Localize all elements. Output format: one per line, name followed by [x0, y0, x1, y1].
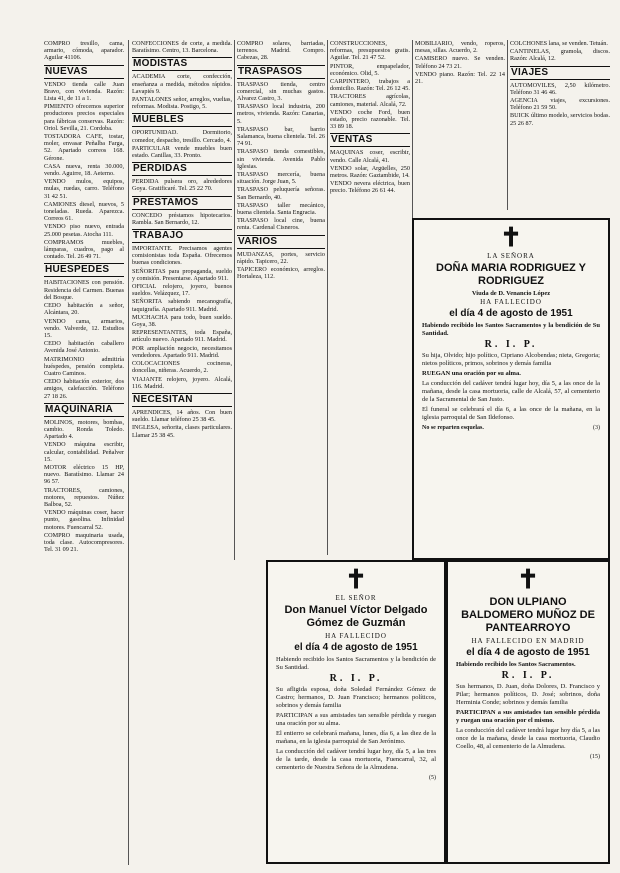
section-heading: VENTAS	[330, 133, 410, 147]
section-heading: MODISTAS	[132, 57, 232, 71]
classified-ad: PIMIENTO ofrecemos superior productores precios especiales para fábricas conservas. Razón: Oriol. Sevilla, 21. Cordoba.	[44, 103, 124, 132]
classified-ad: CEDO habitación exterior, dos amigos, calefacción. Teléfono 27 18 26.	[44, 378, 124, 400]
deceased-name: DON ULPIANO BALDOMERO MUÑOZ DE PANTEARROYO	[461, 596, 595, 634]
section-heading: TRABAJO	[132, 229, 232, 243]
classified-ad: COMPRO solares, barriadas, terrenos. Madrid. Compro. Cabezas, 28.	[237, 40, 325, 62]
deceased-name: Don Manuel Víctor Delgado Gómez de Guzmán	[284, 604, 428, 629]
classified-ad: CARPINTERO, trabajos a domicilio. Razón: Tel. 26 12 45.	[330, 78, 410, 93]
classified-ad: APRENDICES, 14 años. Con buen sueldo. Llamar teléfono 25 38 45.	[132, 408, 232, 424]
classifieds-column-1	[44, 40, 124, 865]
classified-ad: OFICIAL relojero, joyero, buenos sueldos. Velázquez, 17.	[132, 283, 232, 298]
funeral-text: El funeral se celebrará el día 6, a las once de la mañana, en la iglesia parroquial de San Ildefonso.	[422, 406, 600, 421]
classified-ad: TRASPASO tienda, centro comercial, sin muchas gastos. Alvarez Castro, 3.	[237, 80, 325, 103]
classified-ad: CEDO habitación a señor, Alcántara, 20.	[44, 302, 124, 317]
classified-ad: VENDO coche Ford, buen estado, precio razonable. Tel. 33 89 18.	[330, 108, 410, 131]
classified-ad: CANTINELAS, gramola, discos. Razón: Alcalá, 12.	[510, 48, 610, 63]
classifieds-column-3	[237, 40, 325, 555]
classified-ad: CONCEDO préstamos hipotecarios. Rambla. San Bernardo, 12.	[132, 211, 232, 226]
classified-ad: TOSTADORA CAFE, tostar, moler, envasar Peñalba Farga, 52. Apartado correos 168. Gérone.	[44, 133, 124, 162]
ad-code: (3)	[593, 425, 600, 431]
died-label: HA FALLECIDO	[325, 632, 387, 640]
rip: R. I. P.	[501, 670, 555, 681]
prayer-request: PARTICIPAN a sus amistades tan sensible pérdida y ruegan una oración por su alma.	[276, 712, 436, 727]
classified-ad: AGENCIA viajes, excursiones. Teléfono 21 59 50.	[510, 97, 610, 112]
sacraments-text: Habiendo recibido los Santos Sacramentos y la bendición de Su Santidad.	[422, 322, 600, 337]
classified-ad: HABITACIONES con pensión. Residencia del Carmen. Buenas del Bosque.	[44, 279, 124, 301]
obituary-rodriguez	[412, 218, 610, 560]
deceased-name: DOÑA MARIA RODRIGUEZ Y RODRIGUEZ	[436, 262, 586, 287]
classified-ad: VENDO piano. Razón: Tel. 22 14 21.	[415, 70, 505, 86]
classified-ad: TRASPASO bar, barrio Salamanca, buena clientela. Tel. 26 74 91.	[237, 125, 325, 148]
family-text: Sus hermanos, D. Juan, doña Dolores, D. Francisco y Pilar; hermanos políticos, D. José; sobrinos, doña Herminia Conde; sobrinos y demás familia	[456, 683, 600, 706]
classified-ad: AUTOMOVILES, 2,50 kilómetro. Teléfono 31 46 46.	[510, 81, 610, 96]
classified-ad: IMPORTANTE. Precisamos agentes comisionistas toda España. Ofrecemos buenas condiciones.	[132, 245, 232, 267]
classified-ad: MAQUINAS coser, escribir, vendo. Calle Alcalá, 41.	[330, 149, 410, 164]
obituary-title: EL SEÑOR	[335, 594, 377, 602]
obituary-delgado	[266, 560, 446, 864]
classified-ad: ACADEMIA corte, confección, enseñanza a medida, métodos rápidos. Lavapiés 9.	[132, 73, 232, 95]
classified-ad: TRACTORES, camiones, motores, repuestos. Núñez Balboa, 52.	[44, 486, 124, 508]
newspaper-page	[44, 40, 610, 865]
column-divider	[128, 40, 129, 865]
classified-ad: PINTOR, empapelador, económico. Olid, 5.	[330, 62, 410, 77]
classified-ad: CEDO habitación caballero Avenida José Antonio.	[44, 340, 124, 355]
section-heading: VIAJES	[510, 66, 610, 80]
column-divider	[507, 40, 508, 210]
column-divider	[234, 40, 235, 560]
classified-ad: OPORTUNIDAD. Dormitorio, comedor, despacho, tresillo. Cercado, 4.	[132, 129, 232, 144]
ad-code: (15)	[590, 754, 600, 760]
classified-ad: VENDO solar, Argüelles, 250 metros. Razón: Gaztambide, 14.	[330, 164, 410, 180]
classified-ad: PARTICULAR vende muebles buen estado. Canillas, 33. Pronto.	[132, 144, 232, 160]
classified-ad: MOTOR eléctrico 15 HP, nuevo. Baratísimo. Llamar 24 96 57.	[44, 463, 124, 486]
died-label: HA FALLECIDO EN MADRID	[471, 637, 585, 645]
classified-ad: MOBILIARIO, vendo, roperos, mesas, sillas. Acuerdo, 2.	[415, 40, 505, 55]
death-date: el día 4 de agosto de 1951	[466, 647, 590, 658]
classified-ad: COMPRO tresillo, cama, armario, cómoda, aparador. Aguilar 41106.	[44, 40, 124, 62]
funeral-text: La conducción del cadáver tendrá lugar hoy, día 5, a las tres de la tarde, desde la casa mortuoria, Fuencarral, 32, al cementerio de Nuestra Señora de la Almudena.	[276, 748, 436, 771]
classified-ad: TRASPASO local industria, 200 metros, vivienda. Razón: Canarias, 5.	[237, 103, 325, 125]
classifieds-column-5	[415, 40, 505, 210]
classifieds-column-2	[132, 40, 232, 865]
obituary-munoz	[446, 560, 610, 864]
section-heading: ÑUEVAS	[44, 65, 124, 79]
classified-ad: CONSTRUCCIONES, reformas, presupuestos gratis. Aguilar. Tel. 21 47 52.	[330, 40, 410, 62]
burial-text: La conducción del cadáver tendrá lugar hoy, día 5, a las once de la mañana, desde la casa mortuoria, calle de Alcalá, 57, al cementerio de la Sacramental de San Justo.	[422, 380, 600, 403]
sacraments-text: Habiendo recibido los Santos Sacramentos y la bendición de Su Santidad.	[276, 656, 436, 671]
classified-ad: TRASPASO local cine, buena renta. Cardenal Cisneros.	[237, 217, 325, 232]
classified-ad: TRASPASO taller mecánico, buena clientela. Santa Engracia.	[237, 201, 325, 217]
classified-ad: REPRESENTANTES, toda España, artículo nuevo. Apartado 911. Madrid.	[132, 329, 232, 344]
classified-ad: VENDO nevera eléctrica, buen precio. Teléfono 26 61 44.	[330, 180, 410, 195]
obituary-title: LA SEÑORA	[487, 252, 535, 260]
classified-ad: POR ampliación negocio, necesitamos vendedores. Apartado 911. Madrid.	[132, 344, 232, 359]
note: No se reparten esquelas.	[422, 425, 484, 431]
death-date: el día 4 de agosto de 1951	[449, 308, 573, 319]
classified-ad: TAPICERO económico, arreglos. Hortaleza, 112.	[237, 266, 325, 281]
classified-ad: COMPRAMOS muebles, lámparas, cuadros, pago al contado. Tel. 26 49 71.	[44, 238, 124, 261]
section-heading: MUEBLES	[132, 113, 232, 127]
classified-ad: PANTALONES señor, arreglos, vueltas, reformas. Modista. Postigo, 5.	[132, 96, 232, 111]
widow-line: Viuda de D. Venancio López	[471, 290, 551, 297]
section-heading: VARIOS	[237, 235, 325, 249]
classified-ad: CASA nueva, renta 30.000, vendo. Aguirre, 18. Aeterno.	[44, 162, 124, 178]
classified-ad: TRACTORES agrícolas, camiones, material. Alcalá, 72.	[330, 93, 410, 108]
section-heading: MAQUINARIA	[44, 403, 124, 417]
classified-ad: MUCHACHA para todo, buen sueldo. Goya, 38.	[132, 313, 232, 329]
ad-code: (5)	[429, 775, 436, 781]
classified-ad: CAMIONES diesel, nuevos, 5 toneladas. Rueda. Aparezca. Correos 61.	[44, 200, 124, 223]
cross-icon: ✝	[345, 565, 367, 594]
classifieds-column-6	[510, 40, 610, 210]
classified-ad: CONFECCIONES de corte, a medida. Baratísimo. Centro, 13. Barcelona.	[132, 40, 232, 55]
family-text: Su afligida esposa, doña Soledad Fernández Gómez de Castro; hermanos, D. Juan Francisco; hermanos políticos, sobrinos y demás familia	[276, 686, 436, 709]
burial-text: El entierro se celebrará mañana, lunes, día 6, a las diez de la mañana, en la iglesia parroquial de San Jerónimo.	[276, 730, 436, 745]
section-heading: PRESTAMOS	[132, 196, 232, 210]
classified-ad: TRASPASO mercería, buena situación. Jorge Juan, 5.	[237, 171, 325, 186]
classified-ad: TRASPASO peluquería señoras. San Bernardo, 40.	[237, 186, 325, 201]
death-date: el día 4 de agosto de 1951	[294, 642, 418, 653]
classified-ad: VENDO máquina escribir, calcular, contabilidad. Peñalver 15.	[44, 441, 124, 463]
burial-text: La conducción del cadáver tendrá lugar hoy día 5, a las once de la mañana, desde la casa mortuoria, Claudio Coello, 48, al cementerio de la Almudena.	[456, 727, 600, 750]
cross-icon: ✝	[500, 223, 522, 252]
section-heading: PERDIDAS	[132, 162, 232, 176]
section-heading: HUESPEDES	[44, 263, 124, 277]
classified-ad: VENDO mulos, equipos, mulas, ruedas, carro. Teléfono 31 42 51.	[44, 178, 124, 200]
classified-ad: VENDO cama, armarios, vendo. Valverde, 12. Estudios 15.	[44, 317, 124, 339]
classified-ad: COLOCACIONES cocineras, doncellas, niñeras. Acuerdo, 2.	[132, 360, 232, 375]
rip: R. I. P.	[329, 673, 383, 684]
died-label: HA FALLECIDO	[480, 298, 542, 306]
classified-ad: MATRIMONIO admitiría huéspedes, pensión completa. Cuatro Caminos.	[44, 355, 124, 377]
prayer-request: PARTICIPAN a sus amistades tan sensible pérdida y ruegan una oración por el mismo.	[456, 709, 600, 724]
classified-ad: VENDO máquinas coser, hacer punto, gasolina. Infinidad motores. Fuencarral 52.	[44, 509, 124, 531]
cross-icon: ✝	[517, 565, 539, 594]
classified-ad: VENDO piso nuevo, entrada 25.000 pesetas. Atocha 111.	[44, 223, 124, 238]
classified-ad: MUDANZAS, portes, servicio rápido. Tapicero, 22.	[237, 250, 325, 265]
classified-ad: BUICK último modelo, servicios bodas. 25 26 87.	[510, 112, 610, 127]
classified-ad: VIAJANTE relojero, joyero. Alcalá, 116. Madrid.	[132, 375, 232, 390]
section-heading: NECESITAN	[132, 393, 232, 407]
classified-ad: COLCHONES lana, se venden. Tetuán.	[510, 40, 608, 47]
column-divider	[327, 40, 328, 555]
classified-ad: MOLINOS, motores, bombas, cambio. Ronda Toledo. Apartado 4.	[44, 418, 124, 441]
classified-ad: TRASPASO tienda comestibles, sin vivienda. Avenida Pablo Iglesias.	[237, 148, 325, 170]
classified-ad: PERDIDA pulsera oro, alrededores Goya. Gratificaré. Tel. 25 22 70.	[132, 178, 232, 193]
family-text: Su hija, Olvido; hijo político, Cipriano Alcobendas; nieta, Gregoria; nietos políticos, primos, sobrinos y demás familia	[422, 352, 600, 367]
sacraments-text: Habiendo recibido los Santos Sacramentos.	[456, 661, 576, 668]
classified-ad: INGLESA, señorita, clases particulares. Llamar 25 38 45.	[132, 424, 232, 439]
section-heading: TRASPASOS	[237, 65, 325, 79]
classified-ad: SEÑORITA sabiendo mecanografía, taquigrafía. Apartado 911. Madrid.	[132, 298, 232, 313]
rip: R. I. P.	[484, 339, 538, 350]
classified-ad: CAMISERO nuevo. Se venden. Teléfono 24 73 21.	[415, 55, 505, 70]
classified-ad: SEÑORITAS para propaganda, sueldo y comisión. Presentarse. Apartado 911.	[132, 267, 232, 282]
classified-ad: COMPRO maquinaria usada, toda clase. Autocompresores. Tel. 31 09 21.	[44, 531, 124, 554]
prayer-request: RUEGAN una oración por su alma.	[422, 370, 521, 377]
classifieds-column-4	[330, 40, 410, 555]
classified-ad: VENDO tienda calle Juan Bravo, con vivienda. Razón: Lista 41, de 11 a 1.	[44, 80, 124, 103]
